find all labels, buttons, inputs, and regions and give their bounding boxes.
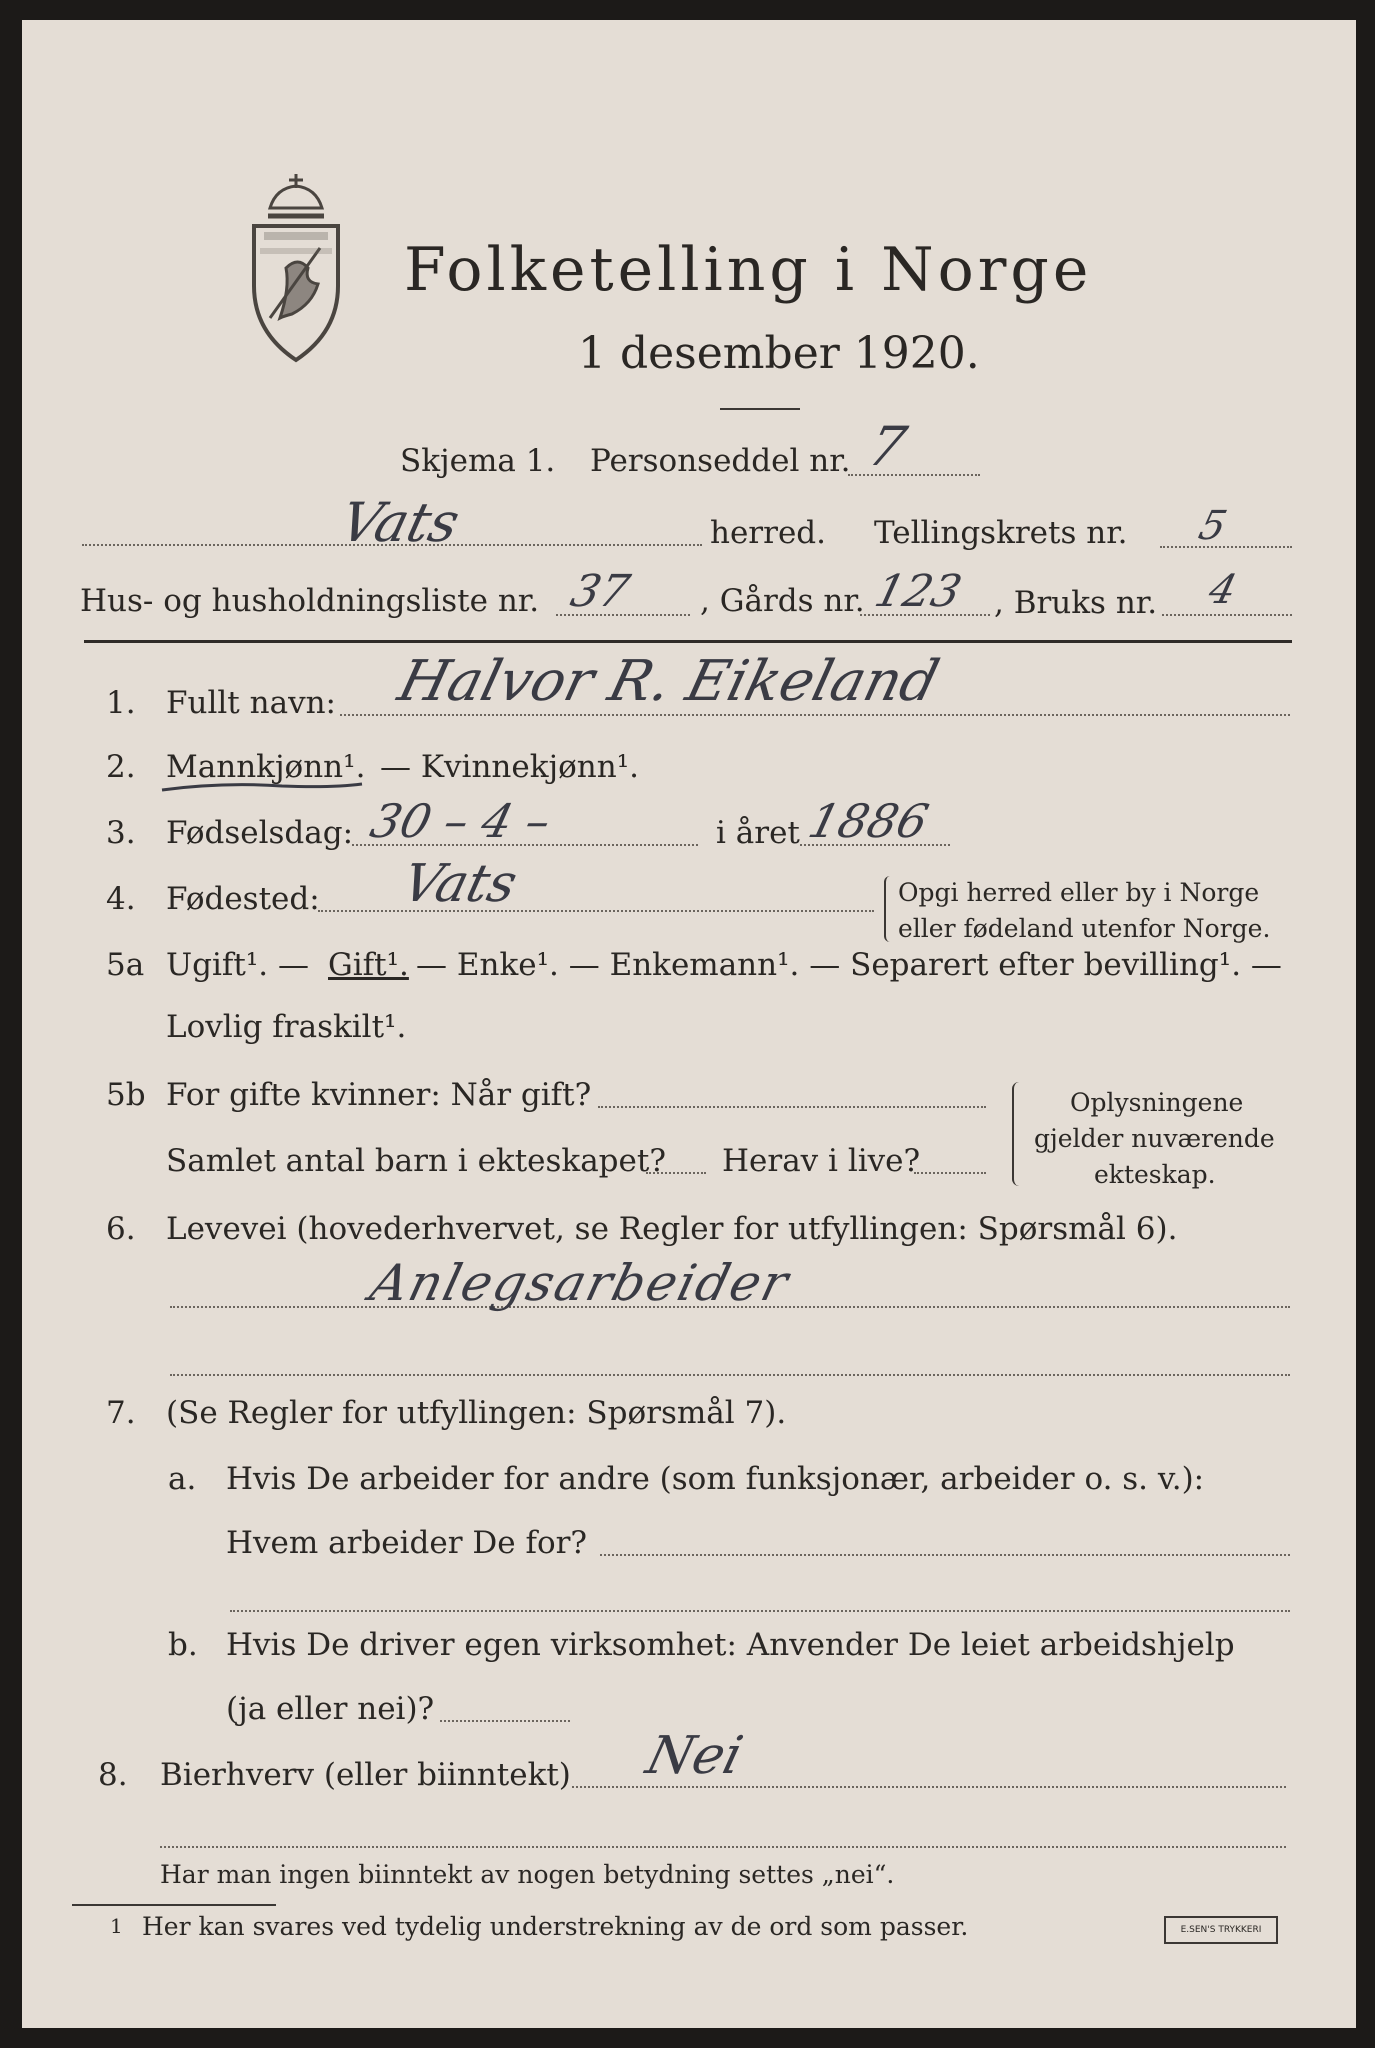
bruks-label: , Bruks nr. xyxy=(994,585,1158,621)
lovlig-fraskilt-option: Lovlig fraskilt¹. xyxy=(166,1009,407,1045)
q7b-line1: Hvis De driver egen virksomhet: Anvender De leiet arbeidshjelp xyxy=(226,1627,1235,1663)
gift-option: Gift¹. xyxy=(328,947,409,983)
q4-note-2: eller fødeland utenfor Norge. xyxy=(898,914,1271,943)
q7a-line-dots xyxy=(600,1554,1290,1556)
q4-number: 4. xyxy=(106,881,136,917)
q7b-line2: (ja eller nei)? xyxy=(226,1691,435,1727)
title-rule xyxy=(720,408,800,410)
full-name-value: Halvor R. Eikeland xyxy=(392,649,946,714)
tellingskrets-label: Tellingskrets nr. xyxy=(874,515,1128,551)
q2-number: 2. xyxy=(106,749,136,785)
q7a-line1: Hvis De arbeider for andre (som funksjonær, arbeider o. s. v.): xyxy=(226,1461,1205,1497)
q5b-note-1: Oplysningene xyxy=(1070,1088,1244,1117)
footnote-text: Her kan svares ved tydelig understrekning av de ord som passer. xyxy=(142,1912,969,1941)
personseddel-label: Personseddel nr. xyxy=(590,443,851,479)
birth-year-value: 1886 xyxy=(803,794,934,848)
footer-note: Har man ingen biinntekt av nogen betydning settes „nei“. xyxy=(160,1860,895,1889)
q8-number: 8. xyxy=(98,1757,128,1793)
birthplace-value: Vats xyxy=(396,854,523,914)
gards-value: 123 xyxy=(869,566,967,617)
q7b-number: b. xyxy=(168,1627,198,1663)
q7a-extra-line xyxy=(230,1610,1290,1612)
q3-label: Fødselsdag: xyxy=(166,815,354,851)
ugift-option: Ugift¹. — xyxy=(166,947,309,983)
q5b-children-label: Samlet antal barn i ekteskapet? xyxy=(166,1143,666,1179)
q8-extra-line xyxy=(160,1846,1286,1848)
q6-number: 6. xyxy=(106,1211,136,1247)
q5b-note-3: ekteskap. xyxy=(1094,1160,1216,1189)
tellingskrets-line xyxy=(1160,546,1292,548)
q3-year-label: i året xyxy=(716,815,800,851)
herred-label: herred. xyxy=(710,515,826,551)
tellingskrets-value: 5 xyxy=(1194,503,1232,549)
q7b-line-dots xyxy=(440,1720,570,1722)
q7a-line2: Hvem arbeider De for? xyxy=(226,1525,588,1561)
footnote-rule xyxy=(72,1904,276,1906)
side-occupation-value: Nei xyxy=(640,1726,749,1786)
hus-value: 37 xyxy=(565,566,635,617)
q5a-number: 5a xyxy=(106,947,145,983)
gards-label: , Gårds nr. xyxy=(700,583,865,619)
q5b-alive-label: Herav i live? xyxy=(722,1143,921,1179)
q5b-alive-dots xyxy=(914,1172,986,1174)
q1-line xyxy=(340,714,1290,716)
birthdate-value: 30 – 4 – xyxy=(365,794,557,848)
census-date: 1 desember 1920. xyxy=(578,328,980,379)
q5b-line1: For gifte kvinner: Når gift? xyxy=(166,1077,592,1113)
occupation-value: Anlegsarbeider xyxy=(364,1254,796,1312)
bruks-line xyxy=(1162,614,1292,616)
q8-label: Bierhverv (eller biinntekt) xyxy=(160,1757,571,1793)
mannkjonn-option: Mannkjønn¹. xyxy=(166,749,366,785)
q7a-number: a. xyxy=(168,1461,197,1497)
q7-number: 7. xyxy=(106,1395,136,1431)
q6-line2 xyxy=(170,1374,1290,1376)
q5b-number: 5b xyxy=(106,1077,146,1113)
q5a-other-options: — Enke¹. — Enkemann¹. — Separert efter bevilling¹. — xyxy=(416,947,1282,983)
personseddel-value: 7 xyxy=(862,415,913,478)
norway-coat-of-arms-icon xyxy=(240,168,352,368)
q5b-note-2: gjelder nuværende xyxy=(1034,1124,1275,1153)
q3-number: 3. xyxy=(106,815,136,851)
q1-label: Fullt navn: xyxy=(166,685,336,721)
q6-label: Levevei (hovederhvervet, se Regler for utfyllingen: Spørsmål 6). xyxy=(166,1211,1178,1247)
q1-number: 1. xyxy=(106,685,136,721)
q8-line xyxy=(572,1786,1286,1788)
q7-label: (Se Regler for utfyllingen: Spørsmål 7). xyxy=(166,1395,787,1431)
q4-note-1: Opgi herred eller by i Norge xyxy=(898,878,1260,907)
q5b-children-dots xyxy=(646,1172,706,1174)
q5b-line1-dots xyxy=(598,1106,986,1108)
bruks-value: 4 xyxy=(1204,567,1242,613)
q4-label: Fødested: xyxy=(166,881,320,917)
footnote-mark: 1 xyxy=(110,1914,123,1938)
mannkjonn-underline xyxy=(158,776,368,800)
form-title: Folketelling i Norge xyxy=(404,235,1093,305)
herred-value: Vats xyxy=(334,491,466,554)
q5b-brace xyxy=(1012,1082,1026,1186)
q4-brace xyxy=(884,876,896,942)
printer-stamp: E.SEN'S TRYKKERI xyxy=(1164,1916,1278,1944)
hus-label: Hus- og husholdningsliste nr. xyxy=(80,583,540,619)
header-divider xyxy=(84,640,1292,643)
skjema-label: Skjema 1. xyxy=(400,443,556,479)
kvinnekjonn-option: — Kvinnekjønn¹. xyxy=(380,749,639,785)
